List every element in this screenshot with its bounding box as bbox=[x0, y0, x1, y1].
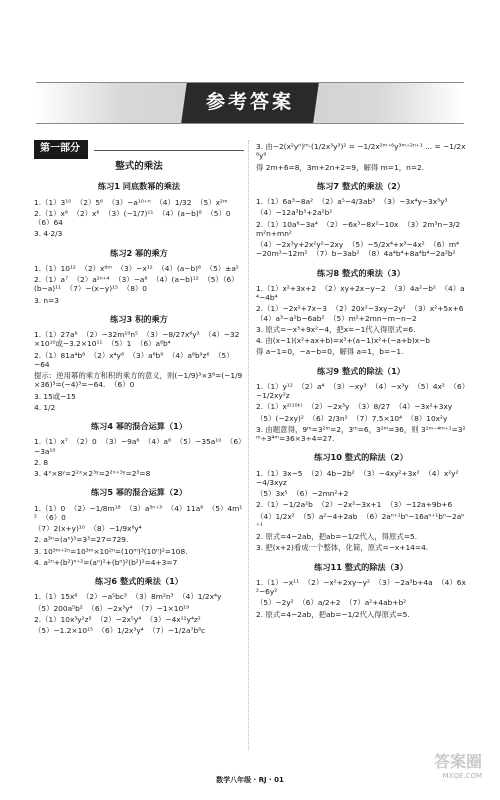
answer-line: 3. 4ˣ×8ʸ=2²ˣ×2³ʸ=2²ˣ⁺³ʸ=2³=8 bbox=[34, 469, 151, 479]
answer-line: 1.（1）−x¹¹ （2）−x²+2xy−y² （3）−2a³b+4a （4）6x²−6y² bbox=[256, 577, 466, 596]
exercise-title: 练习3 积的乘方 bbox=[110, 313, 168, 324]
part-header bbox=[34, 140, 244, 161]
answer-line: 2.（1）81a⁴b⁸ （2）x⁴y⁸ （3）a⁶b⁹ （4）a⁶b⁹z⁶ （5）−64 bbox=[34, 350, 234, 369]
answer-line: 4. 1/2 bbox=[34, 402, 56, 412]
answer-line: 2.（1）10a⁶−3a⁴ （2）−6x³−8x²−10x （3）2m³n−3/2m²n+mn² bbox=[256, 219, 461, 238]
answer-line: 1.（1）15x⁸ （2）−a⁵bc³ （3）8m²n³ （4）1/2x⁴y bbox=[34, 592, 222, 602]
answer-line: 3. 4·2/3 bbox=[34, 229, 63, 239]
answer-line: 1.（1）3¹⁰ （2）5⁶ （3）−a¹⁰⁺ⁿ （4）1/32 （5）x²ᵐ bbox=[34, 197, 228, 207]
page-title-text: 参考答案 bbox=[205, 91, 294, 114]
page-title bbox=[181, 83, 319, 123]
answer-line: 1.（1）6a³−8a² （2）a⁵−4/3ab³ （3）−3x⁴y−3x³y³ bbox=[256, 197, 448, 206]
exercise-section bbox=[256, 452, 466, 552]
exercise-title: 练习11 整式的除法（3） bbox=[314, 561, 408, 572]
answer-line: 得 a−1=0，−a−b=0，解得 a=1，b=−1. bbox=[256, 347, 404, 357]
exercise-title: 练习8 整式的乘法（3） bbox=[317, 267, 405, 278]
exercise-title: 练习5 幂的混合运算（2） bbox=[90, 487, 188, 498]
exercise-title: 练习2 幂的乘方 bbox=[110, 247, 168, 258]
answer-line: 得 2m+6=8，3m+2n+2=9，解得 m=1，n=2. bbox=[256, 162, 425, 172]
answer-line: 3. 15或−15 bbox=[34, 391, 76, 401]
exercise-title: 练习1 同底数幂的乘法 bbox=[97, 181, 181, 192]
exercise-section bbox=[256, 142, 466, 172]
answer-line: 2. 原式=4−2ab，把ab=−1/2代入，得原式=5. bbox=[256, 532, 418, 541]
answer-line: 4. a²ⁿ+(b²)ⁿ⁺²=(aⁿ)²+(bⁿ)²(b²)²=4+3=7 bbox=[34, 557, 178, 567]
exercise-section bbox=[34, 487, 244, 567]
answer-line: 2. a³ⁿ=(aⁿ)³=3³=27=729. bbox=[34, 535, 129, 545]
answer-line: 3. 10³ᵐ⁺²ⁿ=10³ᵐ×10²ⁿ=(10ᵐ)³(10ⁿ)²=108. bbox=[34, 546, 188, 556]
exercise-section bbox=[34, 181, 244, 238]
answer-line: 3. n=3 bbox=[34, 295, 59, 305]
answer-line: 1.（1）x⁷ （2）0 （3）−9a⁶ （4）a⁸ （5）−35a¹⁰ （6）−3a¹⁰ bbox=[34, 437, 242, 456]
exercise-title: 练习10 整式的除法（2） bbox=[314, 452, 408, 463]
answer-line: （5）−1.2×10¹⁵ （6）1/2x³y⁴ （7）−1/2a⁷b⁸c bbox=[34, 626, 206, 636]
answer-line: 2.（1）−2x²+7x−3 （2）20x²−3xy−2y² （3）x²+5x+6 （4）a³−a²b−6ab² （5）m²+2mn−m−n−2 bbox=[256, 304, 469, 323]
answer-line: （4）1/2x² （5）a²−4+2ab （6）2aⁿ⁺¹bⁿ−16aⁿ⁺¹bⁿ−2aⁿ⁺¹ bbox=[256, 511, 465, 530]
exercise-section bbox=[34, 421, 244, 478]
exercise-section bbox=[256, 562, 466, 619]
part-label: 第一部分 bbox=[34, 140, 88, 159]
exercise-title: 练习9 整式的除法（1） bbox=[317, 365, 405, 376]
answer-line: 提示：逆用幂的乘方和积的乘方的意义，则(−1/9)³×3⁶=(−1/9×36)³=(−4)³=−64. （6）0 bbox=[34, 371, 243, 390]
answer-line: 2.（1）x²⁽¹⁰ᵏ⁾ （2）−2x³y （3）8/27 （4）−3x²+3xy bbox=[256, 402, 453, 412]
answer-line: 2.（1）x⁸ （2）x⁶ （3）(−1/7)¹¹ （4）(a−b)⁸ （5）0 （6）64 bbox=[34, 208, 236, 228]
answer-line: 1.（1）x²+3x+2 （2）xy+2x−y−2 （3）4a²−b² （4）a⁴−4b⁴ bbox=[256, 283, 465, 302]
watermark-logo bbox=[412, 752, 482, 790]
answer-line: 2. 原式=4−2ab，把ab=−1/2代入得原式=5. bbox=[256, 609, 410, 619]
answer-line: 3. 由题意得，9ᵐ=3²ᵐ=2，3ᵐ=6，3²ᵐ=36，则 3²ᵐ⁻⁴ᵐ⁺¹=3²ᵐ÷3⁴ᵐ=36×3÷4=27. bbox=[256, 424, 466, 443]
answer-line: （5）−2y² （6）a/2+2 （7）a²+4ab+b² bbox=[256, 598, 407, 608]
answer-line: 3. 由−2(x²yⁿ)ᵐ·(1/2x³y³)² = −1/2x²ᵐ⁺⁶y³ᵐ⁺²ⁿ⁺¹ ... = −1/2x⁸y⁹ bbox=[256, 142, 466, 161]
answer-line: 3. 把(x+2)看成一个整体，化简，原式=−x+14=4. bbox=[256, 543, 429, 553]
exercise-title: 练习7 整式的乘法（2） bbox=[317, 180, 405, 191]
exercise-section bbox=[34, 314, 244, 412]
answer-line: 2.（1）10x³y²z³ （2）−2x⁵y⁴ （3）−4x¹²y⁴z² bbox=[34, 614, 201, 624]
answer-line: （4）−2x³y+2x²y²−2xy （5）−5/2x⁴+x³−4x² （6）m⁴−20m³−12m² （7）b−3ab² （8）4a⁴b⁴+8a⁴b⁴−2a²b² bbox=[256, 240, 460, 259]
answer-line: （7）2(x+y)¹⁰ （8）−1/9x⁶y⁴ bbox=[34, 524, 142, 534]
answer-line: （4）−12a³b³+2a²b² bbox=[256, 208, 333, 218]
banner-bottom-line bbox=[36, 123, 464, 124]
answer-line: （5）3x⁵ （6）−2mn²+2 bbox=[256, 489, 349, 498]
answer-line: 1.（1）10¹² （2）x⁶ᵐ （3）−x¹² （4）(a−b)⁶ （5）±a² bbox=[34, 263, 239, 273]
exercise-section bbox=[34, 248, 244, 305]
answer-line: （5）200a⁵b² （6）−2x³y⁴ （7）−1×10¹⁹ bbox=[34, 603, 190, 613]
answer-line: （5）(−2xy)² （6）2/3n² （7）7.5×10⁴ （8）10x²y bbox=[256, 413, 448, 423]
exercise-title: 练习4 幂的混合运算（1） bbox=[90, 421, 188, 432]
watermark-text: 答案圈 bbox=[433, 752, 482, 771]
watermark-url: MXQE.COM bbox=[442, 772, 482, 780]
exercise-title: 练习6 整式的乘法（1） bbox=[95, 576, 183, 587]
chapter-title: 整式的乘法 bbox=[115, 160, 163, 172]
exercise-section bbox=[256, 366, 466, 444]
right-column bbox=[256, 140, 469, 621]
answer-line: 1.（1）y¹² （2）a⁴ （3）−xy³ （4）−x³y （5）4x² （6）−1/2xy²z bbox=[256, 381, 466, 400]
answer-line: 1.（1）3x−5 （2）4b−2b² （3）−4xy²+3x² （4）x²y²−4/3xyz bbox=[256, 468, 459, 487]
answer-banner bbox=[36, 78, 464, 128]
exercise-section bbox=[256, 181, 466, 259]
exercise-section bbox=[256, 267, 469, 357]
answer-line: 1.（1）0 （2）−1/8m¹⁸ （3）a³ⁿ⁺³ （4）11a⁶ （5）4m¹² （6）0 bbox=[34, 503, 243, 522]
page-footer: 数学八年级 · RJ · 01 bbox=[216, 776, 284, 784]
answer-line: 1.（1）27a⁶ （2）−32m¹⁰n⁵ （3）−8/27x⁶y³ （4）−32×10¹⁰或−3.2×10¹¹ （5）1 （6）a⁸b⁴ bbox=[34, 330, 240, 349]
exercise-section bbox=[34, 576, 244, 635]
answer-line: 2. 8 bbox=[34, 457, 49, 467]
answer-line: 2.（1）−1/2a²b （2）−2x²−3x+1 （3）−12a+9b+6 bbox=[256, 500, 453, 510]
part-rule bbox=[94, 150, 244, 151]
column-divider bbox=[248, 140, 249, 750]
answer-line: 4. 由(x−1)(x²+ax+b)=x³+(a−1)x²+(−a+b)x−b bbox=[256, 336, 430, 345]
answer-line: 3. 原式=−x³+9x²−4，把x=−1代入得原式=6. bbox=[256, 324, 416, 334]
left-column bbox=[34, 140, 244, 637]
answer-line: 2.（1）a⁷ （2）a²ⁿ⁺⁴ （3）−a⁸ （4）(a−b)¹² （5）（6）(b−a)¹¹ （7）−(x−y)¹⁵ （8）0 bbox=[34, 275, 239, 294]
